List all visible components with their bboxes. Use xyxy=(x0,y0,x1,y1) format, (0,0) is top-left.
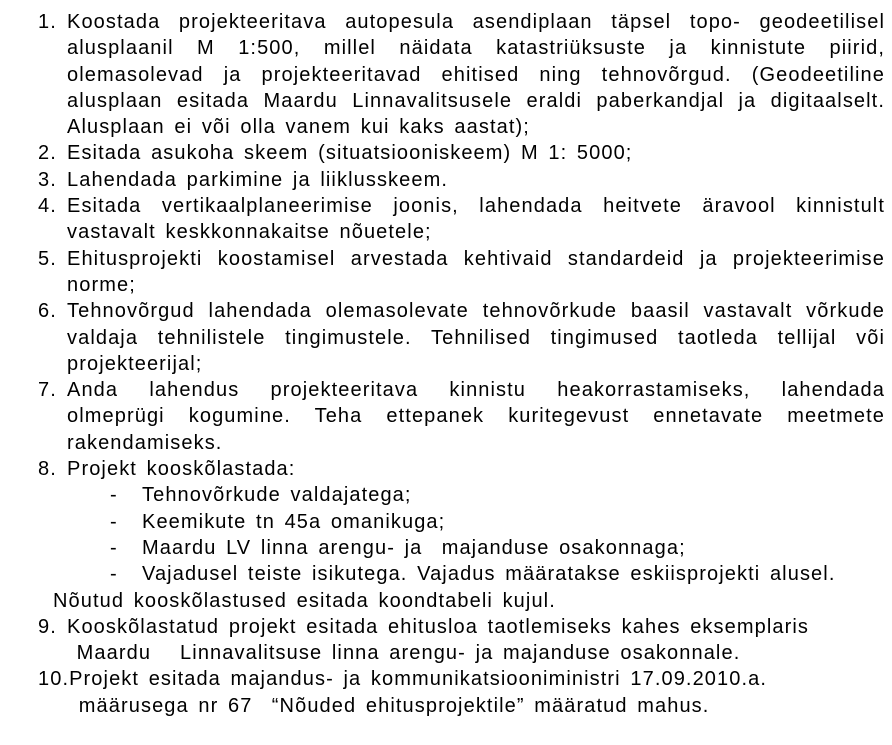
item-text xyxy=(69,666,885,719)
list-item-9 xyxy=(38,614,885,667)
list-item-7 xyxy=(38,377,885,456)
text-line: Tehnovõrkude valdajatega; xyxy=(142,484,412,507)
dash-bullet: - xyxy=(110,484,118,507)
item-text xyxy=(67,246,885,299)
text-line: Alusplaan ei või olla vanem kui kaks aastat); xyxy=(67,116,530,139)
text-line: Vajadusel teiste isikutega. Vajadus määratakse eskiisprojekti alusel. xyxy=(142,563,836,586)
list-item-4 xyxy=(38,193,885,246)
item-number: 1. xyxy=(38,11,57,33)
dash-bullet: - xyxy=(110,536,118,559)
text-line: olemasolevad ja projekteeritavad ehitised ning tehnovõrgud. (Geodeetiline xyxy=(67,63,885,86)
text-line: norme; xyxy=(67,273,136,296)
text-line: Esitada asukoha skeem (situatsiooniskeem) M 1: 5000; xyxy=(67,142,633,165)
text-line: rakendamiseks. xyxy=(67,431,223,454)
item-text xyxy=(67,167,885,193)
text-line: Keemikute tn 45a omanikuga; xyxy=(142,510,446,533)
text-line: Esitada vertikaalplaneerimise joonis, lahendada heitvete äravool kinnistult xyxy=(67,195,885,218)
item-number: 5. xyxy=(38,247,57,270)
text-line: Lahendada parkimine ja liiklusskeem. xyxy=(67,168,449,191)
item-number: 9. xyxy=(38,615,57,638)
list-item-2 xyxy=(38,140,885,166)
list-item-3 xyxy=(38,167,885,193)
text-line: Maardu Linnavalitsuse linna arengu- ja majanduse osakonnale. xyxy=(67,642,741,665)
item-text xyxy=(67,614,885,667)
item-number: 4. xyxy=(38,195,57,218)
item-text xyxy=(67,9,885,140)
list-item-6 xyxy=(38,298,885,377)
dash-bullet: - xyxy=(110,563,118,586)
item-number: 10. xyxy=(38,668,70,691)
sub-item xyxy=(67,561,885,587)
list-item-5 xyxy=(38,246,885,299)
item-text xyxy=(67,193,885,246)
item-text xyxy=(53,456,885,614)
sub-item xyxy=(67,535,885,561)
text-line: valdaja tehnilistele tingimustele. Tehnilised tingimused taotleda tellijal või xyxy=(67,326,885,349)
text-line: määrusega nr 67 “Nõuded ehitusprojektile” määratud mahus. xyxy=(69,694,710,717)
list-item-8 xyxy=(38,456,885,614)
text-line: Kooskõlastatud projekt esitada ehitusloa taotlemiseks kahes eksemplaris xyxy=(67,615,809,638)
text-line: alusplaan esitada Maardu Linnavalitsusele eraldi paberkandjal ja digitaalselt. xyxy=(67,89,885,112)
text-line: Maardu LV linna arengu- ja majanduse osakonnaga; xyxy=(142,536,686,559)
item-number: 7. xyxy=(38,379,57,402)
item-text xyxy=(67,377,885,456)
text-line: Ehitusprojekti koostamisel arvestada kehtivaid standardeid ja projekteerimise xyxy=(67,247,885,270)
sub-item xyxy=(67,509,885,535)
text-line: projekteerijal; xyxy=(67,352,203,375)
text-line: olmeprügi kogumine. Teha ettepanek kuritegevust ennetavate meetmete xyxy=(67,405,885,428)
text-line: Projekt kooskõlastada: xyxy=(67,458,296,481)
text-line: Anda lahendus projekteeritava kinnistu heakorrastamiseks, lahendada xyxy=(67,379,885,402)
list-item-1 xyxy=(38,9,885,140)
text-line: vastavalt keskkonnakaitse nõuetele; xyxy=(67,221,432,244)
item-number: 6. xyxy=(38,300,57,323)
list-item-10 xyxy=(38,666,885,719)
text-line: Projekt esitada majandus- ja kommunikatsiooniministri 17.09.2010.a. xyxy=(69,668,768,691)
item-number: 8. xyxy=(38,458,57,481)
dash-bullet: - xyxy=(110,510,118,533)
item-number: 3. xyxy=(38,168,57,191)
text-line: Tehnovõrgud lahendada olemasolevate tehnovõrkude baasil vastavalt võrkude xyxy=(67,300,885,323)
text-line: alusplaanil M 1:500, millel näidata katastriüksuste ja kinnistute piirid, xyxy=(67,37,885,60)
note-line: Nõutud kooskõlastused esitada koondtabeli kujul. xyxy=(53,589,556,612)
text-line: Koostada projekteeritava autopesula asendiplaan täpsel topo- geodeetilisel xyxy=(67,11,885,33)
sub-item xyxy=(67,482,885,508)
item-number: 2. xyxy=(38,142,57,165)
item-text xyxy=(67,140,885,166)
item-text xyxy=(67,298,885,377)
